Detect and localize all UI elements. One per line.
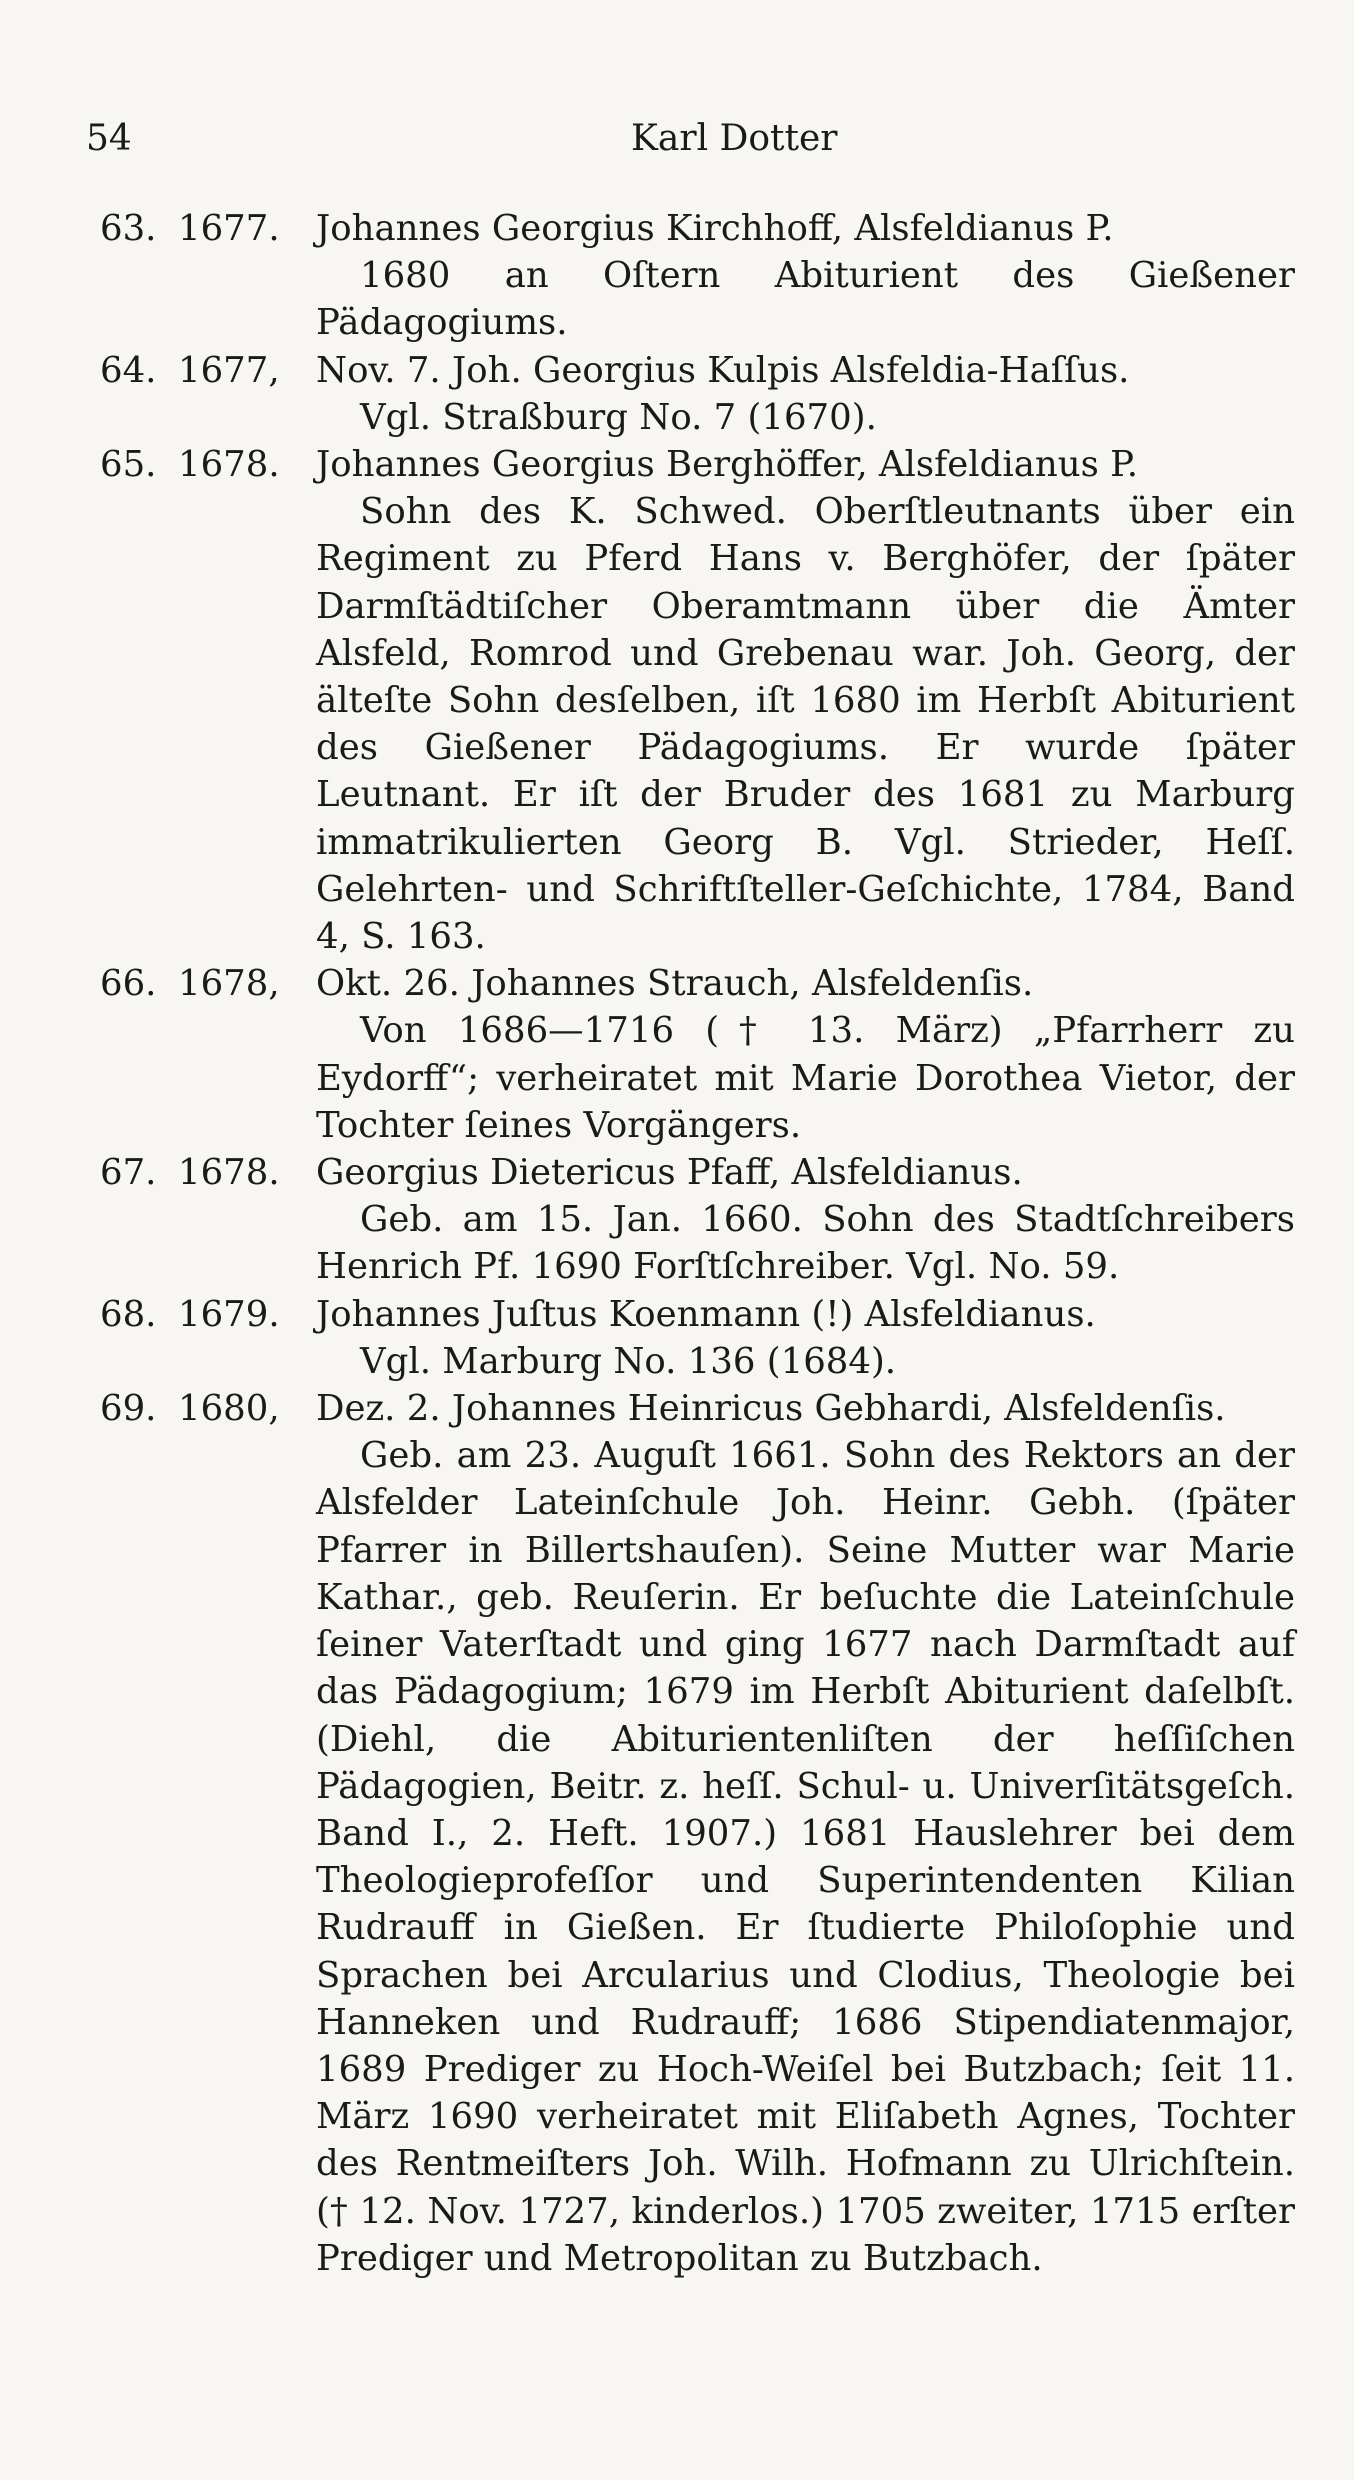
entry-list — [100, 205, 1295, 2282]
entry-number: 68. — [100, 1293, 157, 1335]
entry-number: 67. — [100, 1152, 157, 1194]
running-head: Karl Dotter — [631, 118, 838, 159]
entry-lead: Johannes Georgius Kirchhoff, Alsfeldianus P. — [316, 208, 1114, 249]
entry — [100, 1291, 1295, 1385]
entry-detail: 1680 an Oſtern Abiturient des Gießener Pädagogiums. — [316, 255, 1295, 344]
entry-detail: Vgl. Marburg No. 136 (1684). — [360, 1340, 897, 1382]
entry-number: 64. — [100, 349, 157, 391]
entry-detail: Von 1686—1716 († 13. März) „Pfarrherr zu Eydorff“; verheiratet mit Marie Dorothea Vietor, der Tochter ſeines Vorgängers. — [316, 1010, 1295, 1146]
entry — [100, 960, 1295, 1149]
page-number: 54 — [86, 118, 132, 159]
page-header — [86, 118, 1266, 168]
entry-lead: Johannes Georgius Berghöffer, Alsfeldianus P. — [316, 444, 1139, 486]
entry-year: 1680, — [178, 1388, 280, 1430]
entry-year: 1678. — [178, 444, 280, 486]
entry-year: 1678, — [178, 963, 280, 1005]
entry-year: 1679. — [178, 1293, 280, 1335]
entry-lead: Nov. 7. Joh. Georgius Kulpis Alsfeldia-Haſſus. — [316, 349, 1130, 391]
entry-detail: Sohn des K. Schwed. Oberſtleutnants über ein Regiment zu Pferd Hans v. Berghöfer, der ſpäter Darmſtädtiſcher Oberamtmann über die Ämter Alsfeld, Romrod und Grebenau war. Joh. Georg, der älteſte Sohn desſelben, iſt 1680 im Herbſt Abiturient des Gießener Pädagogiums. Er wurde ſpäter Leutnant. Er iſt der Bruder des 1681 zu Marburg immatrikulierten Georg B. Vgl. Strieder, Heſſ. Gelehrten- und Schriftſteller-Geſchichte, 1784, Band 4, S. 163. — [316, 491, 1295, 958]
entry — [100, 347, 1295, 441]
entry-number: 66. — [100, 963, 157, 1005]
entry-year: 1677. — [178, 208, 280, 249]
entry — [100, 1149, 1295, 1291]
entry-year: 1677, — [178, 349, 280, 391]
entry-detail: Geb. am 23. Auguſt 1661. Sohn des Rektors an der Alsfelder Lateinſchule Joh. Heinr. Gebh. (ſpäter Pfarrer in Billertshauſen). Seine Mutter war Marie Kathar., geb. Reuſerin. Er beſuchte die Lateinſchule ſeiner Vaterſtadt und ging 1677 nach Darmſtadt auf das Pädagogium; 1679 im Herbſt Abiturient daſelbſt. (Diehl, die Abiturientenliſten der heſſiſchen Pädagogien, Beitr. z. heſſ. Schul- u. Univerſitätsgeſch. Band I., 2. Heft. 1907.) 1681 Hauslehrer bei dem Theologieprofeſſor und Superintendenten Kilian Rudrauff in Gießen. Er ſtudierte Philoſophie und Sprachen bei Arcularius und Clodius, Theologie bei Hanneken und Rudrauff; 1686 Stipendiatenmajor, 1689 Prediger zu Hoch-Weiſel bei Butzbach; ſeit 11. März 1690 verheiratet mit Eliſabeth Agnes, Tochter des Rentmeiſters Joh. Wilh. Hofmann zu Ulrichſtein. († 12. Nov. 1727, kinderlos.) 1705 zweiter, 1715 erſter Prediger und Metropolitan zu Butzbach. — [316, 1435, 1295, 2279]
entry-number: 63. — [100, 208, 157, 249]
entry — [100, 441, 1295, 960]
entry-number: 65. — [100, 444, 157, 486]
entry-number: 69. — [100, 1388, 157, 1430]
entry-lead: Johannes Juſtus Koenmann (!) Alsfeldianus. — [316, 1293, 1096, 1335]
entry-year: 1678. — [178, 1152, 280, 1194]
entry-lead: Dez. 2. Johannes Heinricus Gebhardi, Alsfeldenſis. — [316, 1388, 1226, 1430]
entry-detail: Geb. am 15. Jan. 1660. Sohn des Stadtſchreibers Henrich Pf. 1690 Forſtſchreiber. Vgl. No. 59. — [316, 1199, 1295, 1288]
entry-detail: Vgl. Straßburg No. 7 (1670). — [360, 396, 877, 438]
entry-lead: Georgius Dietericus Pfaff, Alsfeldianus. — [316, 1152, 1023, 1194]
entry — [100, 205, 1295, 347]
entry — [100, 1385, 1295, 2282]
entry-lead: Okt. 26. Johannes Strauch, Alsfeldenſis. — [316, 963, 1034, 1005]
